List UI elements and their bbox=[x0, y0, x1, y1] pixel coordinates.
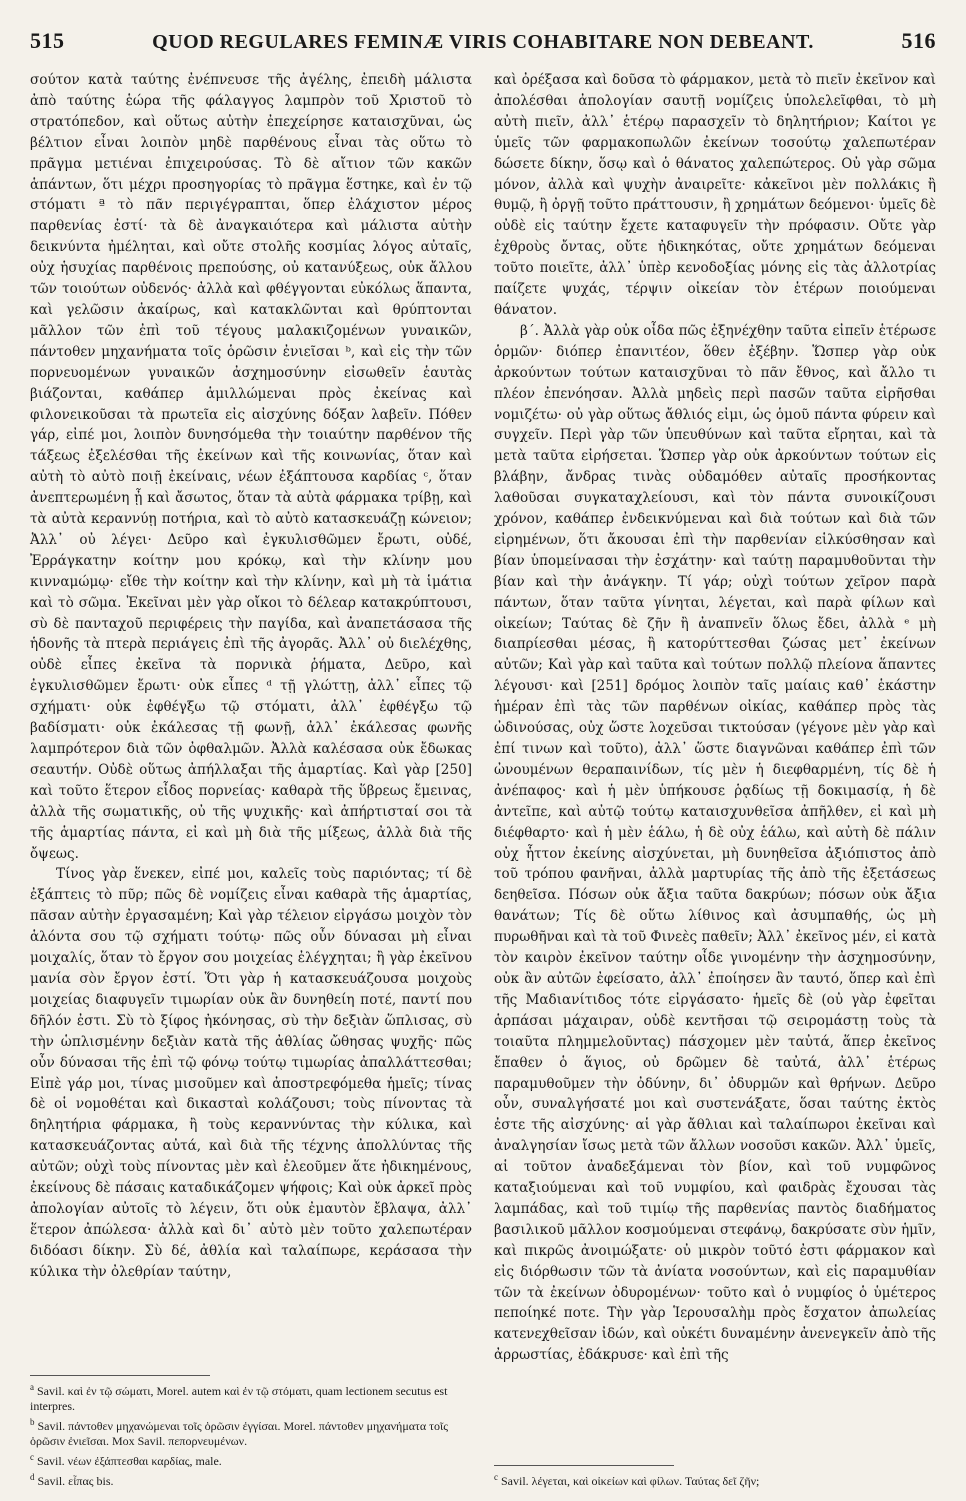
footnote-c bbox=[30, 1450, 472, 1469]
right-column-text bbox=[494, 70, 936, 1366]
footnote-text: Savil. εἶπας bis. bbox=[37, 1474, 114, 1488]
footnote-mark: c bbox=[30, 1452, 34, 1462]
left-page-number: 515 bbox=[30, 28, 65, 53]
footnote-text: Savil. νέων ἐξάπτεσθαι καρδίας, male. bbox=[37, 1454, 222, 1468]
footnote-d bbox=[30, 1470, 472, 1489]
right-column bbox=[494, 70, 936, 1490]
left-paragraph-1: σούτον κατὰ ταύτης ἐνέπνευσε τῆς ἀγέλης, ἐπειδὴ μάλιστα ἀπὸ ταύτης ἑώρα τῆς φάλαγγος λαμπρὸν τοῦ Χριστοῦ τὸ στρατόπεδον, καὶ οὕτως αὐτὴν ἐπεχείρησε καταισχῦναι, ὡς βέλτιον εἶναι λοιπὸν μηδὲ παρθένους εἶναι τὰς οὕτω τὸ πρᾶγμα μετιέναι ἐπιχειρούσας. Τὸ δὲ αἴτιον τῶν κακῶν ἁπάντων, ὅτι μέχρι προσηγορίας τὸ πρᾶγμα ἕστηκε, καὶ ἐν τῷ στόματι ª τὸ πᾶν περιγέγραπται, ὅπερ ἐλάχιστον μέρος παρθενίας ἐστί· τὰ δὲ ἀναγκαιότερα καὶ μάλιστα αὐτὴν δεικνύντα ἠμέληται, καὶ οὔτε στολῆς κοσμίας λόγος αὐταῖς, οὐχ ἡσυχίας παρθένοις πρεπούσης, οὐ κατανύξεως, οὐκ ἄλλου τῶν τοιούτων οὐδενός· ἀλλὰ καὶ φθέγγονται εὐκόλως ἅπαντα, καὶ γελῶσιν ἀκαίρως, καὶ κατακλῶνται καὶ θρύπτονται μᾶλλον τῶν ἐπὶ τοῦ τέγους μαλακιζομένων γυναικῶν, πάντοθεν μηχανήματα τοῖς ὁρῶσιν ἐνιεῖσαι ᵇ, καὶ εἰς τὴν τῶν πορνευομένων γυναικῶν ἀσχημοσύνην εἰσωθεῖν ἑαυτὰς βιάζονται, καθάπερ ἁμιλλώμεναι πρὸς ἐκείνας καὶ φιλονεικοῦσαι τὰ πρωτεῖα εἰς αἰσχύνης δόξαν λαβεῖν. Πόθεν γάρ, εἰπέ μοι, λοιπὸν δυνησόμεθα τὴν τοιαύτην παρθένον τῆς τάξεως ἐξελέσθαι τῆς ἐκείνων καὶ τῆς κοινωνίας, ὅταν καὶ αὐτὴ τὸ αὐτὸ ποιῇ ἐκείναις, νέων ἐξάπτουσα καρδίας ᶜ, ὅταν ἀνεπτερωμένη ᾖ καὶ ἄσωτος, ὅταν τὰ αὐτὰ φάρμακα τρίβῃ, καὶ τὰ αὐτὰ κεραννύῃ ποτήρια, καὶ τὸ αὐτὸ κατασκευάζῃ κώνειον; Ἀλλ᾽ οὐ λέγει· Δεῦρο καὶ ἐγκυλισθῶμεν ἔρωτι, οὐδέ, Ἐρράγκατην κοίτην μου κρόκῳ, καὶ τὴν κλίνην μου κινναμώμῳ· εἴθε τὴν κοίτην καὶ τὴν κλίνην, καὶ μὴ τὰ ἱμάτια καὶ τὸ σῶμα. Ἐκεῖναι μὲν γὰρ οἴκοι τὸ δέλεαρ κατακρύπτουσι, σὺ δὲ πανταχοῦ περιφέρεις τὴν παγίδα, καὶ ἀναπετάσασα τῆς ἡδονῆς τὰ πτερὰ περιάγεις ἐπὶ τῆς ἀγορᾶς. Ἀλλ᾽ οὐ διελέχθης, οὐδὲ εἶπες ἐκεῖνα τὰ πορνικὰ ῥήματα, Δεῦρο, καὶ ἐγκυλισθῶμεν ἔρωτι· οὐκ εἶπες ᵈ τῇ γλώττῃ, ἀλλ᾽ εἶπες τῷ σχήματι· οὐκ ἐφθέγξω τῷ στόματι, ἀλλ᾽ ἐφθέγξω τῷ βαδίσματι· οὐκ ἐκάλεσας τῇ φωνῇ, ἀλλ᾽ ἐκάλεσας φωνῆς λαμπρότερον διὰ τῶν ὀφθαλμῶν. Ἀλλὰ καλέσασα οὐκ ἔδωκας σεαυτήν. Οὐδὲ οὕτως ἀπήλλαξαι τῆς ἁμαρτίας. Καὶ γὰρ [250] καὶ τοῦτο ἕτερον εἶδος πορνείας· καθαρὰ τῆς ὕβρεως ἔμεινας, ἀλλὰ τῆς σωματικῆς, οὐ τῆς ψυχικῆς· καὶ ἀπήρτισταί σοι τὰ τῆς ἁμαρτίας πάντα, εἰ καὶ μὴ διὰ τῆς μίξεως, ἀλλὰ διὰ τῆς ὄψεως. bbox=[30, 72, 472, 862]
footnote-c-right bbox=[494, 1470, 936, 1489]
footnote-mark: b bbox=[30, 1417, 35, 1427]
footnote-text: Savil. πάντοθεν μηχανώμεναι τοῖς ὁρῶσιν ἐγγίσαι. Morel. πάντοθεν μηχανήματα τοῖς ὁρῶσιν ἐνιεῖσαι. Mox Savil. πεπορνευμένων. bbox=[30, 1419, 448, 1448]
left-column bbox=[30, 70, 472, 1490]
right-page-number: 516 bbox=[901, 28, 936, 53]
footnote-text: Savil. λέγεται, καὶ οἰκείων καὶ φίλων. Ταύτας δεῖ ζῆν; bbox=[501, 1474, 760, 1488]
footnote-mark: d bbox=[30, 1472, 35, 1482]
footnote-mark: c bbox=[494, 1472, 498, 1482]
running-header bbox=[30, 28, 936, 62]
left-column-text bbox=[30, 70, 472, 1283]
footnote-text: Savil. καὶ ἐν τῷ σώματι, Morel. autem καὶ ἐν τῷ στόματι, quam lectionem secutus est interpres. bbox=[30, 1384, 448, 1413]
running-title: QUOD REGULARES FEMINÆ VIRIS COHABITARE NON DEBEANT. bbox=[152, 31, 814, 53]
right-footnotes bbox=[494, 1465, 936, 1490]
footnote-b bbox=[30, 1415, 472, 1449]
right-paragraph-1: καὶ ὀρέξασα καὶ δοῦσα τὸ φάρμακον, μετὰ τὸ πιεῖν ἐκεῖνον καὶ ἀπολέσθαι ἀπολογίαν σαυτῇ νομίζεις ὑπολελεῖφθαι, τὸ μὴ αὐτὴ πιεῖν, ἀλλ᾽ ἑτέρῳ παρασχεῖν τὸ δηλητήριον; Καίτοι γε ὑμεῖς τῶν φαρμακοπωλῶν ἐκείνων τοσούτῳ χαλεπωτέραν δώσετε δίκην, ὅσῳ καὶ ὁ θάνατος χαλεπώτερος. Οὐ γὰρ σῶμα μόνον, ἀλλὰ καὶ ψυχὴν ἀναιρεῖτε· κἀκεῖνοι μὲν πολλάκις ἢ θυμῷ, ἢ ὀργῇ τοῦτο πράττουσιν, ἢ χρημάτων δεόμενοι· ὑμεῖς δὲ οὐδὲ εἰς ταύτην ἔχετε καταφυγεῖν τὴν πρόφασιν. Οὔτε γὰρ ἐχθροὺς ὄντας, οὔτε ἠδικηκότας, οὔτε χρημάτων δεόμεναι τοῦτο ποιεῖτε, ἀλλ᾽ ὑπὲρ κενοδοξίας μόνης εἰς τὰς ἀλλοτρίας παίζετε ψυχάς, τέρψιν οἰκείαν τὸν ἑτέρων ποιούμεναι θάνατον. bbox=[494, 72, 936, 318]
two-column-body bbox=[30, 70, 936, 1490]
left-footnotes bbox=[30, 1375, 472, 1490]
right-paragraph-2: β΄. Ἀλλὰ γὰρ οὐκ οἶδα πῶς ἐξηνέχθην ταῦτα εἰπεῖν ἑτέρωσε ὁρμῶν· διόπερ ἐπανιτέον, ὅθεν ἐξέβην. Ὥσπερ γὰρ οὐκ ἀρκούντων τούτων καταισχῦναι τὸ πᾶν ἔθνος, καὶ ἄλλο τι πλέον ἐπενόησαν. Ἀλλὰ μηδεὶς περὶ πασῶν ταῦτα εἰρῆσθαι νομιζέτω· οὐ γὰρ οὕτως ἄθλιός εἰμι, ὡς ὁμοῦ πάντα φύρειν καὶ συγχεῖν. Περὶ γὰρ τῶν ὑπευθύνων καὶ ταῦτα εἴρηται, καὶ τὰ μετὰ ταῦτα εἰρήσεται. Ὥσπερ γὰρ οὐκ ἀρκούντων τούτων εἰς βλάβην, ἄνδρας τινὰς οὐδαμόθεν αὐταῖς προσήκοντας λαθοῦσαι συγκαταχλείουσι, καὶ τὸν πάντα συνοικίζουσι χρόνον, καθάπερ ἐνδεικνύμεναι καὶ διὰ τούτων καὶ διὰ τῶν εἰρημένων, ὅτι ἄκουσαι ἐπὶ τὴν παρθενίαν εἱλκύσθησαν καὶ βίαν ὑπομείνασαι τὴν ἐσχάτην· καὶ ταύτῃ παραμυθοῦνται τὴν βίαν καὶ τὴν ἀνάγκην. Τί γάρ; οὐχὶ τούτων χεῖρον παρὰ πάντων, ὅταν ταῦτα γίνηται, λέγεται, καὶ παρὰ φίλων καὶ οἰκείων; Ταύτας δὲ ζῆν ἢ ἀναπνεῖν ὅλως ἔδει, ἀλλὰ ᵉ μὴ διαπρίεσθαι μέσας, ἢ κατορύττεσθαι ζώσας μετ᾽ ἐκείνων αὐτῶν; Καὶ γὰρ καὶ ταῦτα καὶ τούτων πολλῷ πλείονα ἅπαντες λέγουσι· καὶ [251] δρόμος λοιπὸν ταῖς μαίαις καθ᾽ ἑκάστην ἡμέραν ἐπὶ τὰς τῶν παρθένων οἰκίας, καθάπερ πρὸς τὰς ὠδινούσας, οὐχ ὥστε λοχεῦσαι τικτούσαν (γέγονε μὲν γὰρ καὶ ἐπί τινων καὶ τοῦτο), ἀλλ᾽ ὥστε διαγνῶναι καθάπερ ἐπὶ τῶν ὠνουμένων θεραπαινίδων, τίς μὲν ἡ διεφθαρμένη, τίς δὲ ἡ ἀνέπαφος· καὶ ἡ μὲν ὑπήκουσε ῥᾳδίως τῇ δοκιμασίᾳ, ἡ δὲ ἀντεῖπε, καὶ αὐτῷ τούτῳ καταισχυνθεῖσα ἀπῆλθεν, εἰ καὶ μὴ διέφθαρτο· καὶ ἡ μὲν ἑάλω, ἡ δὲ οὐχ ἑάλω, καὶ αὐτὴ δὲ πάλιν οὐχ ἧττον ἐκείνης αἰσχύνεται, μὴ δυνηθεῖσα ἀξιόπιστος ἀπὸ τοῦ τρόπου φανῆναι, ἀλλὰ μαρτυρίας τῆς ἀπὸ τῆς ἐξετάσεως δεηθεῖσα. Πόσων οὐκ ἄξια ταῦτα δακρύων; πόσων οὐκ ἄξια θανάτων; Τίς δὲ οὕτω λίθινος καὶ ἀσυμπαθής, ὡς μὴ πυρωθῆναι καὶ τὰ τοῦ Φινεὲς παθεῖν; Ἀλλ᾽ ἐκεῖνος μέν, εἰ κατὰ τὸν καιρὸν ἐκεῖνον ταύτην οἶδε γινομένην τὴν ἀσχημοσύνην, οὐκ ἂν αὐτῶν ἐφείσατο, ἀλλ᾽ ἐποίησεν ἂν ταυτό, ὅπερ καὶ ἐπὶ τῆς Μαδιανίτιδος τότε εἰργάσατο· ἡμεῖς δὲ (οὐ γὰρ ἐφεῖται ἁρπάσαι μάχαιραν, οὐδὲ κεντῆσαι τῷ σειρομάστῃ τοὺς τὰ τοιαῦτα πλημμελοῦντας) πάσχομεν μὲν ταὐτά, ἅπερ ἐκεῖνος ἔπαθεν ὁ ἅγιος, οὐ δρῶμεν δὲ ταὐτά, ἀλλ᾽ ἑτέρως παραμυθοῦμεν τὴν ὀδύνην, δι᾽ ὀδυρμῶν καὶ θρήνων. Δεῦρο οὖν, συναλγήσατέ μοι καὶ συστενάξατε, ὅσαι ταύτης ἐκτὸς ἐστε τῆς αἰσχύνης· αἱ γὰρ ἄθλιαι καὶ ταλαίπωροι ἐκεῖναι καὶ ἀναλγησίαν ἴσως μετὰ τῶν ἄλλων νοσοῦσι κακῶν. Ἀλλ᾽ ὑμεῖς, αἱ τοῦτον ἀναδεξάμεναι τὸν βίον, καὶ τοῦ νυμφῶνος καταξιούμεναι καὶ τοῦ νυμφίου, καὶ φαιδρὰς ἔχουσαι τὰς λαμπάδας, καὶ τοῦ τιμίῳ τῆς παρθενίας παντὸς διαδήματος βασιλικοῦ μᾶλλον κοσμούμεναι στεφάνῳ, δακρύσατε σὺν ἡμῖν, καὶ πικρῶς ἀνοιμώξατε· οὐ μικρὸν τοῦτό ἐστι φάρμακον καὶ εἰς διόρθωσιν τῶν τὰ ἀνίατα νοσούντων, καὶ εἰς παραμυθίαν τῶν τὰ ἐκείνων ὀδυρομένων· τοῦτο καὶ ὁ νυμφίος ὁ ὑμέτερος πεποίηκέ ποτε. Τὴν γὰρ Ἱερουσαλὴμ πρὸς ἔσχατον ἀπωλείας κατενεχθεῖσαν ἰδών, καὶ οὐκέτι δυναμένην ἀνενεγκεῖν ἀπὸ τῆς ἀρρωστίας, ἐδάκρυσε· καὶ ἐπὶ τῆς bbox=[494, 322, 936, 1364]
footnote-rule bbox=[30, 1375, 210, 1376]
footnote-rule bbox=[494, 1465, 674, 1466]
left-paragraph-2: Τίνος γὰρ ἕνεκεν, εἰπέ μοι, καλεῖς τοὺς παριόντας; τί δὲ ἐξάπτεις τὸ πῦρ; πῶς δὲ νομίζεις εἶναι καθαρὰ τῆς ἁμαρτίας, πᾶσαν αὐτὴν ἐργασαμένη; Καὶ γὰρ τέλειον εἰργάσω μοιχὸν τὸν ἁλόντα σου τῷ σχήματι τούτῳ· πῶς οὖν δύνασαι μὴ εἶναι μοιχαλίς, ὅταν τὸ ἔργον σου μοιχείας ἐλέγχηται; ἢ γὰρ ἐκεῖνου μανία σὸν ἔργον ἐστί. Ὅτι γὰρ ἡ κατασκευάζουσα μοιχοὺς μοιχείας διαφυγεῖν τιμωρίαν οὐκ ἂν δυνηθείη ποτέ, παντί που δῆλόν ἐστι. Σὺ τὸ ξίφος ἠκόνησας, σὺ τὴν δεξιὰν ὥπλισας, σὺ τὴν ὡπλισμένην δεξιὰν κατὰ τῆς ἀθλίας ὤθησας ψυχῆς· πῶς οὖν δύνασαι τῆς ἐπὶ τῷ φόνῳ τούτῳ τιμωρίας ἀπαλλάττεσθαι; Εἰπὲ γάρ μοι, τίνας μισοῦμεν καὶ ἀποστρεφόμεθα ἡμεῖς; τίνας δὲ οἱ νομοθέται καὶ δικασταὶ κολάζουσι; τοὺς πίνοντας τὰ δηλητήρια φάρμακα, ἢ τοὺς κεραννύντας τὴν κύλικα, καὶ κατασκευάζοντας αὐτά, καὶ διὰ τῆς τέχνης ἀπολλύντας τῆς αὐτῶν; οὐχὶ τοὺς πίνοντας μὲν καὶ ἐλεοῦμεν ἅτε ἠδικημένους, ἐκείνους δὲ πάσαις καταδικάζομεν ψήφοις; Καὶ οὐκ ἀρκεῖ πρὸς ἀπολογίαν αὐτοῖς τὸ λέγειν, ὅτι οὐκ ἐμαυτὸν ἔβλαψα, ἀλλ᾽ ἕτερον ἀπώλεσα· ἀλλὰ καὶ δι᾽ αὐτὸ μὲν τοῦτο χαλεπωτέραν διδόασι δίκην. Σὺ δέ, ἀθλία καὶ ταλαίπωρε, κεράσασα τὴν κύλικα τὴν ὀλεθρίαν ταύτην, bbox=[30, 866, 472, 1280]
footnote-a bbox=[30, 1380, 472, 1414]
footnote-mark: a bbox=[30, 1382, 34, 1392]
